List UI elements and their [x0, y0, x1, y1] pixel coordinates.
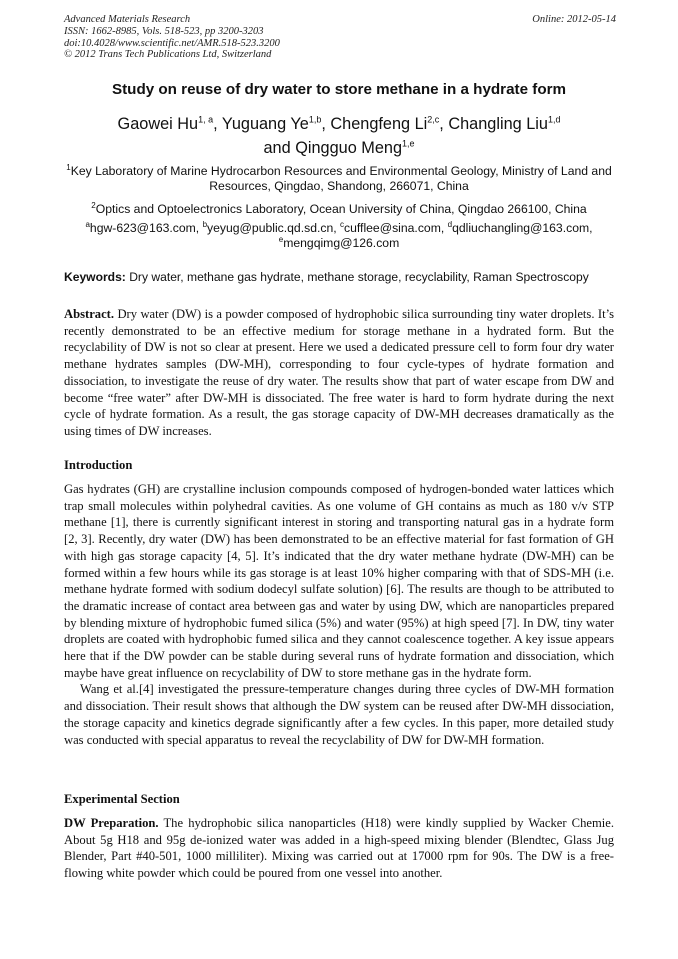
- dw-preparation-subheading: DW Preparation.: [64, 816, 159, 830]
- keywords-label: Keywords:: [64, 270, 126, 284]
- introduction-paragraph-2: Wang et al.[4] investigated the pressure-temperature changes during three cycles of DW-MH formation and dissociation. Their result shows that although the DW system can be reused after DW-MH dissociation, the storage capacity and kinetics degrade significantly after a few cycles. In this paper, more detailed study was conducted with special apparatus to reveal the recyclability of DW for DW-MH formation.: [64, 682, 614, 747]
- author-name: Qingguo Meng: [295, 139, 402, 157]
- email-address[interactable]: yeyug@public.qd.sd.cn,: [207, 221, 337, 235]
- dw-preparation-text: The hydrophobic silica nanoparticles (H18) were kindly supplied by Wacker Chemie. About 5g H18 and 95g de-ionized water was added in a high-speed mixing blender (Blendtec, Glass Jug Blender, Part #40-501, 1000 milliliter). Mixing was carried out at 17000 rpm for 90s. The DW is a free-flowing white powder which could be poured from one vessel into another.: [64, 816, 614, 881]
- affiliation-2: [60, 202, 618, 217]
- email-address[interactable]: mengqimg@126.com: [283, 236, 400, 251]
- author-affil-marker: 1, a: [198, 114, 214, 125]
- email-address[interactable]: qdliuchangling@163.com,: [452, 221, 593, 235]
- email-marker: a: [85, 219, 90, 229]
- affiliation-marker: 2: [91, 200, 96, 210]
- experimental-body: [64, 815, 614, 882]
- email-marker: d: [447, 219, 453, 229]
- introduction-paragraph-1: Gas hydrates (GH) are crystalline inclusion compounds composed of hydrogen-bonded water lattices which trap small molecules within polyhedral cavities. As one volume of GH contains as much as 180 v/v STP methane [1], there is currently significant interest in storing and transporting natural gas in a hydrate form [2, 3]. Recently, dry water (DW) has been demonstrated to be an effective material for fast formation of GH with high gas storage capacity [4, 5]. It’s indicated that the dry water methane hydrate (DW-MH) can be formed within a few hours while its gas storage is at least 10% higher comparing with that of SDS-MH (i.e. methane hydrate formed with sodium dodecyl sulfate solution) [6]. The results are though to be attributed to the dramatic increase of contact area between gas and water by using DW, which are nanoparticles prepared by blending mixture of hydrophobic fumed silica (5%) and water (95%) at high speed [7]. In DW, tiny water droplets are coated with hydrophobic fumed silica and they cannot coalescence together. A key issue appears here that if the DW powder can be stable during several runs of hydrate formation and dissociation, which maybe have great influence on recyclability of DW to store methane gas in the hydrate form.: [64, 482, 614, 680]
- abstract-label: Abstract.: [64, 307, 115, 321]
- online-date: Online: 2012-05-14: [532, 14, 616, 25]
- introduction-body: [64, 481, 614, 748]
- email-marker: b: [202, 219, 208, 229]
- email-marker: e: [278, 235, 284, 245]
- doi-line[interactable]: doi:10.4028/www.scientific.net/AMR.518-523.3200: [64, 37, 280, 49]
- journal-name: Advanced Materials Research: [64, 14, 191, 25]
- author-name: Changling Liu: [448, 115, 548, 133]
- affiliation-text: Key Laboratory of Marine Hydrocarbon Resources and Environmental Geology, Ministry of Land and Resources, Qingdao, Shandong, 266071, China: [70, 164, 612, 194]
- abstract-text: Dry water (DW) is a powder composed of hydrophobic silica surrounding tiny water droplets. It’s recently demonstrated to be an effective medium for storage methane in a hydrated form. But the recyclability of DW is not so clear at present. Here we used a dedicated pressure cell to form four dry water methane hydrates samples (DW-MH), corresponding to four cycle-types of hydrate formation and dissociation, to investigate the reuse of dry water. The results show that part of water escape from DW and become “free water” after DW-MH is dissociated. The free water is hard to form hydrate during the next cycle of hydrate formation. As a result, the gas storage capacity of DW-MH decreases dramatically as the using times of DW increases.: [64, 307, 614, 438]
- introduction-heading: Introduction: [64, 458, 133, 472]
- affiliation-marker: 1: [66, 162, 71, 172]
- affiliation-text: Optics and Optoelectronics Laboratory, Ocean University of China, Qingdao 266100, China: [95, 202, 587, 216]
- experimental-heading: Experimental Section: [64, 792, 180, 806]
- affiliation-1: [60, 164, 618, 195]
- email-list: [60, 221, 618, 252]
- author-list: Gaowei Hu$^{1, a}$, Yuguang Ye$^{1,b}$, Chengfeng Li$^{2,c}$, Changling Liu$^{1,d}$ and Qingguo Meng$^{1,e}$: [117, 114, 561, 157]
- keywords-text: Dry water, methane gas hydrate, methane storage, recyclability, Raman Spectroscopy: [129, 270, 589, 284]
- journal-header: [64, 14, 616, 61]
- paper-title: Study on reuse of dry water to store methane in a hydrate form: [111, 81, 567, 98]
- email-address[interactable]: hgw-623@163.com,: [89, 221, 200, 235]
- author-name: Gaowei Hu: [117, 115, 199, 133]
- email-address[interactable]: cufflee@sina.com,: [344, 221, 445, 235]
- author-affil-marker: 1,e: [402, 138, 415, 149]
- copyright-line: © 2012 Trans Tech Publications Ltd, Switzerland: [64, 49, 272, 61]
- issn-line: ISSN: 1662-8985, Vols. 518-523, pp 3200-3203: [64, 25, 264, 37]
- abstract-block: [64, 306, 614, 440]
- author-conjunction: and: [263, 139, 291, 157]
- author-name: Yuguang Ye: [221, 115, 309, 133]
- email-marker: c: [340, 219, 345, 229]
- author-name: Chengfeng Li: [330, 115, 428, 133]
- author-affil-marker: 1,d: [547, 114, 561, 125]
- author-affil-marker: 2,c: [427, 114, 440, 125]
- author-affil-marker: 1,b: [308, 114, 322, 125]
- keywords-line: [64, 270, 624, 284]
